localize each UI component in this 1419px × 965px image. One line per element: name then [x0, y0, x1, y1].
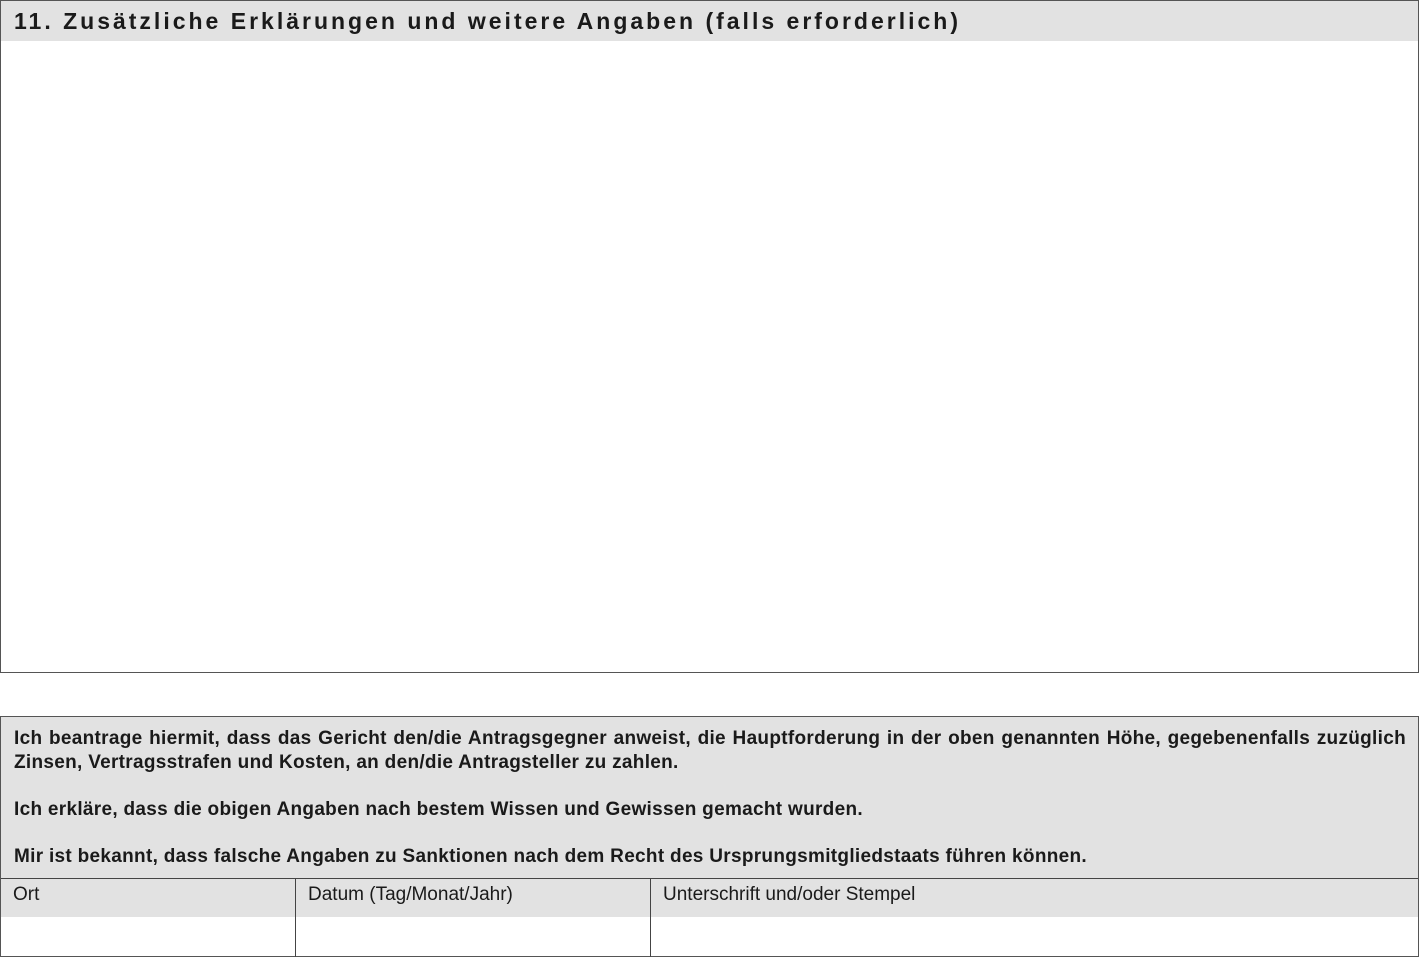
additional-statements-field[interactable]	[1, 41, 1418, 671]
unterschrift-label: Unterschrift und/oder Stempel	[651, 879, 1418, 917]
ort-label: Ort	[1, 879, 295, 917]
ort-field[interactable]	[1, 917, 295, 956]
declaration-paragraph-truth: Ich erkläre, dass die obigen Angaben nach bestem Wissen und Gewissen gemacht wurden.	[14, 799, 863, 820]
declaration-paragraph-request: Ich beantrage hiermit, dass das Gericht den/die Antragsgegner anweist, die Hauptforderung in der oben genannten Höhe, gegebenenfalls zuzüglich Zinsen, Vertragsstrafen und Kosten, an den/die Antragsteller zu zahlen.	[14, 728, 1406, 773]
declaration-text	[1, 717, 1418, 868]
signature-table	[1, 878, 1418, 957]
datum-column	[296, 879, 651, 957]
datum-field[interactable]	[296, 917, 650, 956]
declaration-paragraph-sanctions: Mir ist bekannt, dass falsche Angaben zu Sanktionen nach dem Recht des Ursprungsmitgliedstaats führen können.	[14, 846, 1087, 867]
declaration-box	[0, 716, 1419, 957]
section-11-title: 11. Zusätzliche Erklärungen und weitere Angaben (falls erforderlich)	[1, 1, 1418, 41]
ort-column	[1, 879, 296, 957]
unterschrift-column	[651, 879, 1418, 957]
datum-label: Datum (Tag/Monat/Jahr)	[296, 879, 650, 917]
unterschrift-field[interactable]	[651, 917, 1418, 956]
